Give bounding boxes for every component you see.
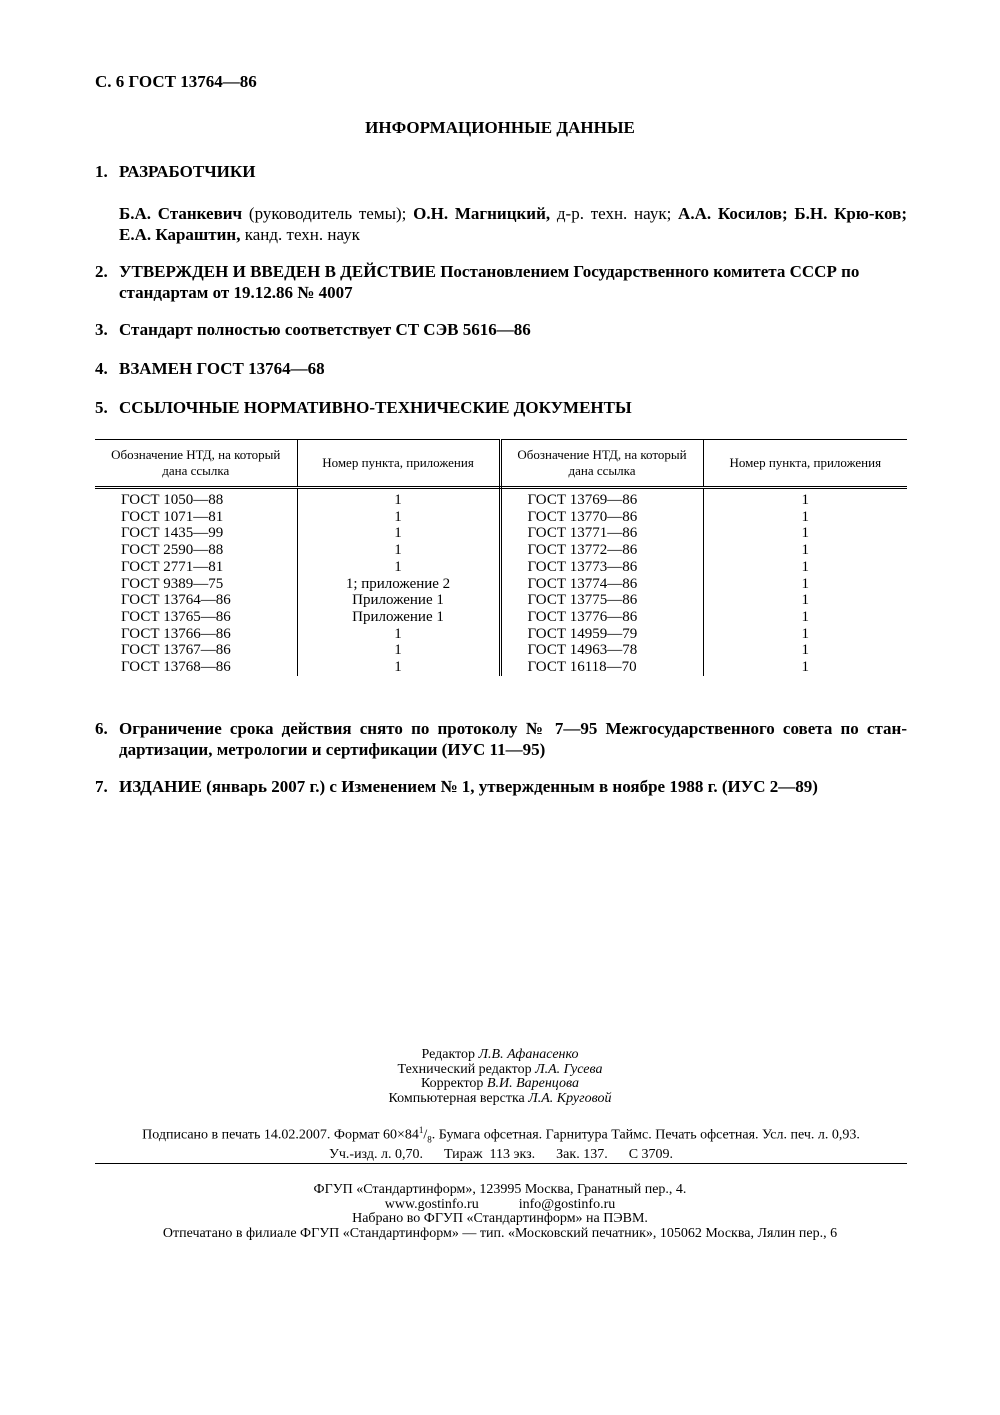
page-header: С. 6 ГОСТ 13764—86 xyxy=(95,72,257,91)
clause-number-cell: 1 xyxy=(297,509,500,526)
table-row xyxy=(95,592,907,609)
credits-block xyxy=(0,1048,1000,1106)
section-title: РАЗРАБОТЧИКИ xyxy=(119,162,256,181)
table-row xyxy=(95,542,907,559)
clause-number-cell: 1 xyxy=(801,659,809,676)
document-designation-cell: ГОСТ 13766—86 xyxy=(95,626,297,643)
clause-number-cell: 1 xyxy=(801,542,809,559)
clause-number-cell: 1 xyxy=(297,626,500,643)
section-text: Стандарт полностью соответствует СТ СЭВ 5616—86 xyxy=(119,320,531,339)
column-header: Обозначение НТД, на который дана ссылка xyxy=(500,440,703,488)
credit-editor xyxy=(0,1048,1000,1063)
section-text: ВЗАМЕН ГОСТ 13764—68 xyxy=(119,359,325,378)
column-header: Номер пункта, приложения xyxy=(703,440,907,488)
section-number: 4. xyxy=(95,359,108,378)
credit-label: Компьютерная верстка xyxy=(388,1090,529,1106)
clause-number-cell: 1 xyxy=(297,642,500,659)
column-header: Обозначение НТД, на который дана ссылка xyxy=(95,440,297,488)
document-designation-cell: ГОСТ 13774—86 xyxy=(500,576,703,593)
fraction-denominator: 8 xyxy=(427,1134,432,1145)
developers-paragraph xyxy=(119,203,907,245)
clause-number-cell: 1 xyxy=(801,592,809,609)
column-header: Номер пункта, приложения xyxy=(297,440,500,488)
section-6 xyxy=(95,718,907,760)
document-designation-cell: ГОСТ 13764—86 xyxy=(95,592,297,609)
document-designation-cell: ГОСТ 14959—79 xyxy=(500,626,703,643)
document-designation-cell: ГОСТ 1071—81 xyxy=(95,509,297,526)
clause-number-cell: 1 xyxy=(801,642,809,659)
document-designation-cell: ГОСТ 13771—86 xyxy=(500,525,703,542)
developer-name: О.Н. Магницкий, xyxy=(413,204,551,223)
references-table xyxy=(95,439,907,676)
developer-name: А.А. Косилов; Б.Н. Крю-ков; Е.А. Караштин, xyxy=(119,204,907,244)
clause-number-cell: 1 xyxy=(801,575,809,592)
clause-number-cell: 1 xyxy=(801,558,809,575)
document-designation-cell: ГОСТ 9389—75 xyxy=(95,576,297,593)
email-link[interactable]: info@gostinfo.ru xyxy=(518,1196,616,1212)
clause-number-cell: Приложение 1 xyxy=(297,592,500,609)
table-row xyxy=(95,609,907,626)
section-1-heading xyxy=(95,161,907,182)
developer-role: д-р. техн. наук; xyxy=(550,204,679,223)
document-designation-cell: ГОСТ 1050—88 xyxy=(95,488,297,509)
section-number: 7. xyxy=(95,777,108,796)
section-number: 5. xyxy=(95,398,108,417)
print-details-line-1: Подписано в печать 14.02.2007. Формат $60\times 84^1/_8$. Бумага офсетная. Гарнитура Таймс. Печать офсетная. Усл. печ. л. 0,93. xyxy=(142,1125,860,1145)
section-5 xyxy=(95,397,907,418)
section-number: 3. xyxy=(95,320,108,339)
clause-number-cell: 1 xyxy=(297,659,500,676)
section-number: 1. xyxy=(95,162,108,181)
document-designation-cell: ГОСТ 13773—86 xyxy=(500,559,703,576)
publisher-address: ФГУП «Стандартинформ», 123995 Москва, Гранатный пер., 4. xyxy=(313,1182,687,1197)
print-details-line-2: Уч.-изд. л. 0,70. Тираж 113 экз. Зак. 137. С 3709. xyxy=(328,1147,674,1163)
document-designation-cell: ГОСТ 14963—78 xyxy=(500,642,703,659)
fraction-numerator: 1 xyxy=(418,1125,424,1135)
table-row xyxy=(95,509,907,526)
table-row xyxy=(95,488,907,509)
typeset-note: Набрано во ФГУП «Стандартинформ» на ПЭВМ. xyxy=(352,1211,648,1226)
clause-number-cell: Приложение 1 xyxy=(297,609,500,626)
table-row xyxy=(95,576,907,593)
section-4 xyxy=(95,358,907,379)
credit-person: В.И. Варенцова xyxy=(486,1076,579,1091)
print-details xyxy=(95,1123,907,1162)
document-designation-cell: ГОСТ 13768—86 xyxy=(95,659,297,676)
credit-person: Л.В. Афанасенко xyxy=(478,1047,579,1062)
clause-number-cell: 1 xyxy=(801,508,809,525)
clause-number-cell: 1 xyxy=(801,492,809,508)
section-text: УТВЕРЖДЕН И ВВЕДЕН В ДЕЙСТВИЕ Постановлением Государственного комитета СССР по стандартам от 19.12.86 № 4007 xyxy=(119,262,860,302)
section-7 xyxy=(95,776,907,797)
section-3 xyxy=(95,319,907,340)
section-text: Ограничение срока действия снято по протоколу № 7—95 Межгосударственного совета по стан-дартизации, метрологии и сертификации (ИУС 11—95) xyxy=(119,719,907,759)
document-designation-cell: ГОСТ 13776—86 xyxy=(500,609,703,626)
clause-number-cell: 1 xyxy=(297,559,500,576)
clause-number-cell: 1 xyxy=(801,625,809,642)
document-designation-cell: ГОСТ 13772—86 xyxy=(500,542,703,559)
credit-layout xyxy=(0,1092,1000,1107)
credit-label: Корректор xyxy=(421,1076,487,1091)
credit-person: Л.А. Круговой xyxy=(528,1090,612,1106)
credit-corrector xyxy=(0,1077,1000,1092)
document-designation-cell: ГОСТ 13770—86 xyxy=(500,509,703,526)
document-designation-cell: ГОСТ 13775—86 xyxy=(500,592,703,609)
print-text: . Бумага офсетная. Гарнитура Таймс. Печать офсетная. Усл. печ. л. 0,93. xyxy=(431,1127,860,1143)
document-designation-cell: ГОСТ 13769—86 xyxy=(500,488,703,509)
clause-number-cell: 1 xyxy=(801,608,809,625)
credit-label: Редактор xyxy=(421,1047,479,1062)
table-body xyxy=(95,488,907,676)
document-designation-cell: ГОСТ 1435—99 xyxy=(95,525,297,542)
printed-note: Отпечатано в филиале ФГУП «Стандартинформ» — тип. «Московский печатник», 105062 Москва, Лялин пер., 6 xyxy=(162,1225,838,1241)
clause-number-cell: 1 xyxy=(297,488,500,509)
table-row xyxy=(95,659,907,676)
clause-number-cell: 1 xyxy=(801,525,809,542)
credit-label: Технический редактор xyxy=(397,1061,536,1077)
page-title: ИНФОРМАЦИОННЫЕ ДАННЫЕ xyxy=(365,118,635,137)
document-designation-cell: ГОСТ 2590—88 xyxy=(95,542,297,559)
section-number: 2. xyxy=(95,262,108,281)
section-text: ИЗДАНИЕ (январь 2007 г.) с Изменением № 1, утвержденным в ноябре 1988 г. (ИУС 2—89) xyxy=(119,777,818,796)
document-designation-cell: ГОСТ 13765—86 xyxy=(95,609,297,626)
developer-role: (руководитель темы); xyxy=(242,204,414,223)
document-designation-cell: ГОСТ 16118—70 xyxy=(500,659,703,676)
print-text: Подписано в печать 14.02.2007. Формат 60×84 xyxy=(142,1127,419,1143)
clause-number-cell: 1; приложение 2 xyxy=(297,576,500,593)
section-2 xyxy=(95,261,907,303)
website-link[interactable]: www.gostinfo.ru xyxy=(384,1196,479,1212)
publisher-block xyxy=(0,1183,1000,1241)
table-row xyxy=(95,642,907,659)
table-row xyxy=(95,626,907,643)
credit-tech-editor xyxy=(0,1063,1000,1078)
section-number: 6. xyxy=(95,719,108,738)
clause-number-cell: 1 xyxy=(297,542,500,559)
table-row xyxy=(95,525,907,542)
credit-person: Л.А. Гусева xyxy=(535,1061,603,1077)
divider xyxy=(95,1163,907,1164)
clause-number-cell: 1 xyxy=(297,525,500,542)
developer-name: Б.А. Станкевич xyxy=(119,204,243,223)
section-text: ССЫЛОЧНЫЕ НОРМАТИВНО-ТЕХНИЧЕСКИЕ ДОКУМЕНТЫ xyxy=(119,398,632,417)
document-designation-cell: ГОСТ 13767—86 xyxy=(95,642,297,659)
document-designation-cell: ГОСТ 2771—81 xyxy=(95,559,297,576)
table-row xyxy=(95,559,907,576)
publisher-contacts xyxy=(0,1198,1000,1213)
developer-role: канд. техн. наук xyxy=(240,225,360,244)
